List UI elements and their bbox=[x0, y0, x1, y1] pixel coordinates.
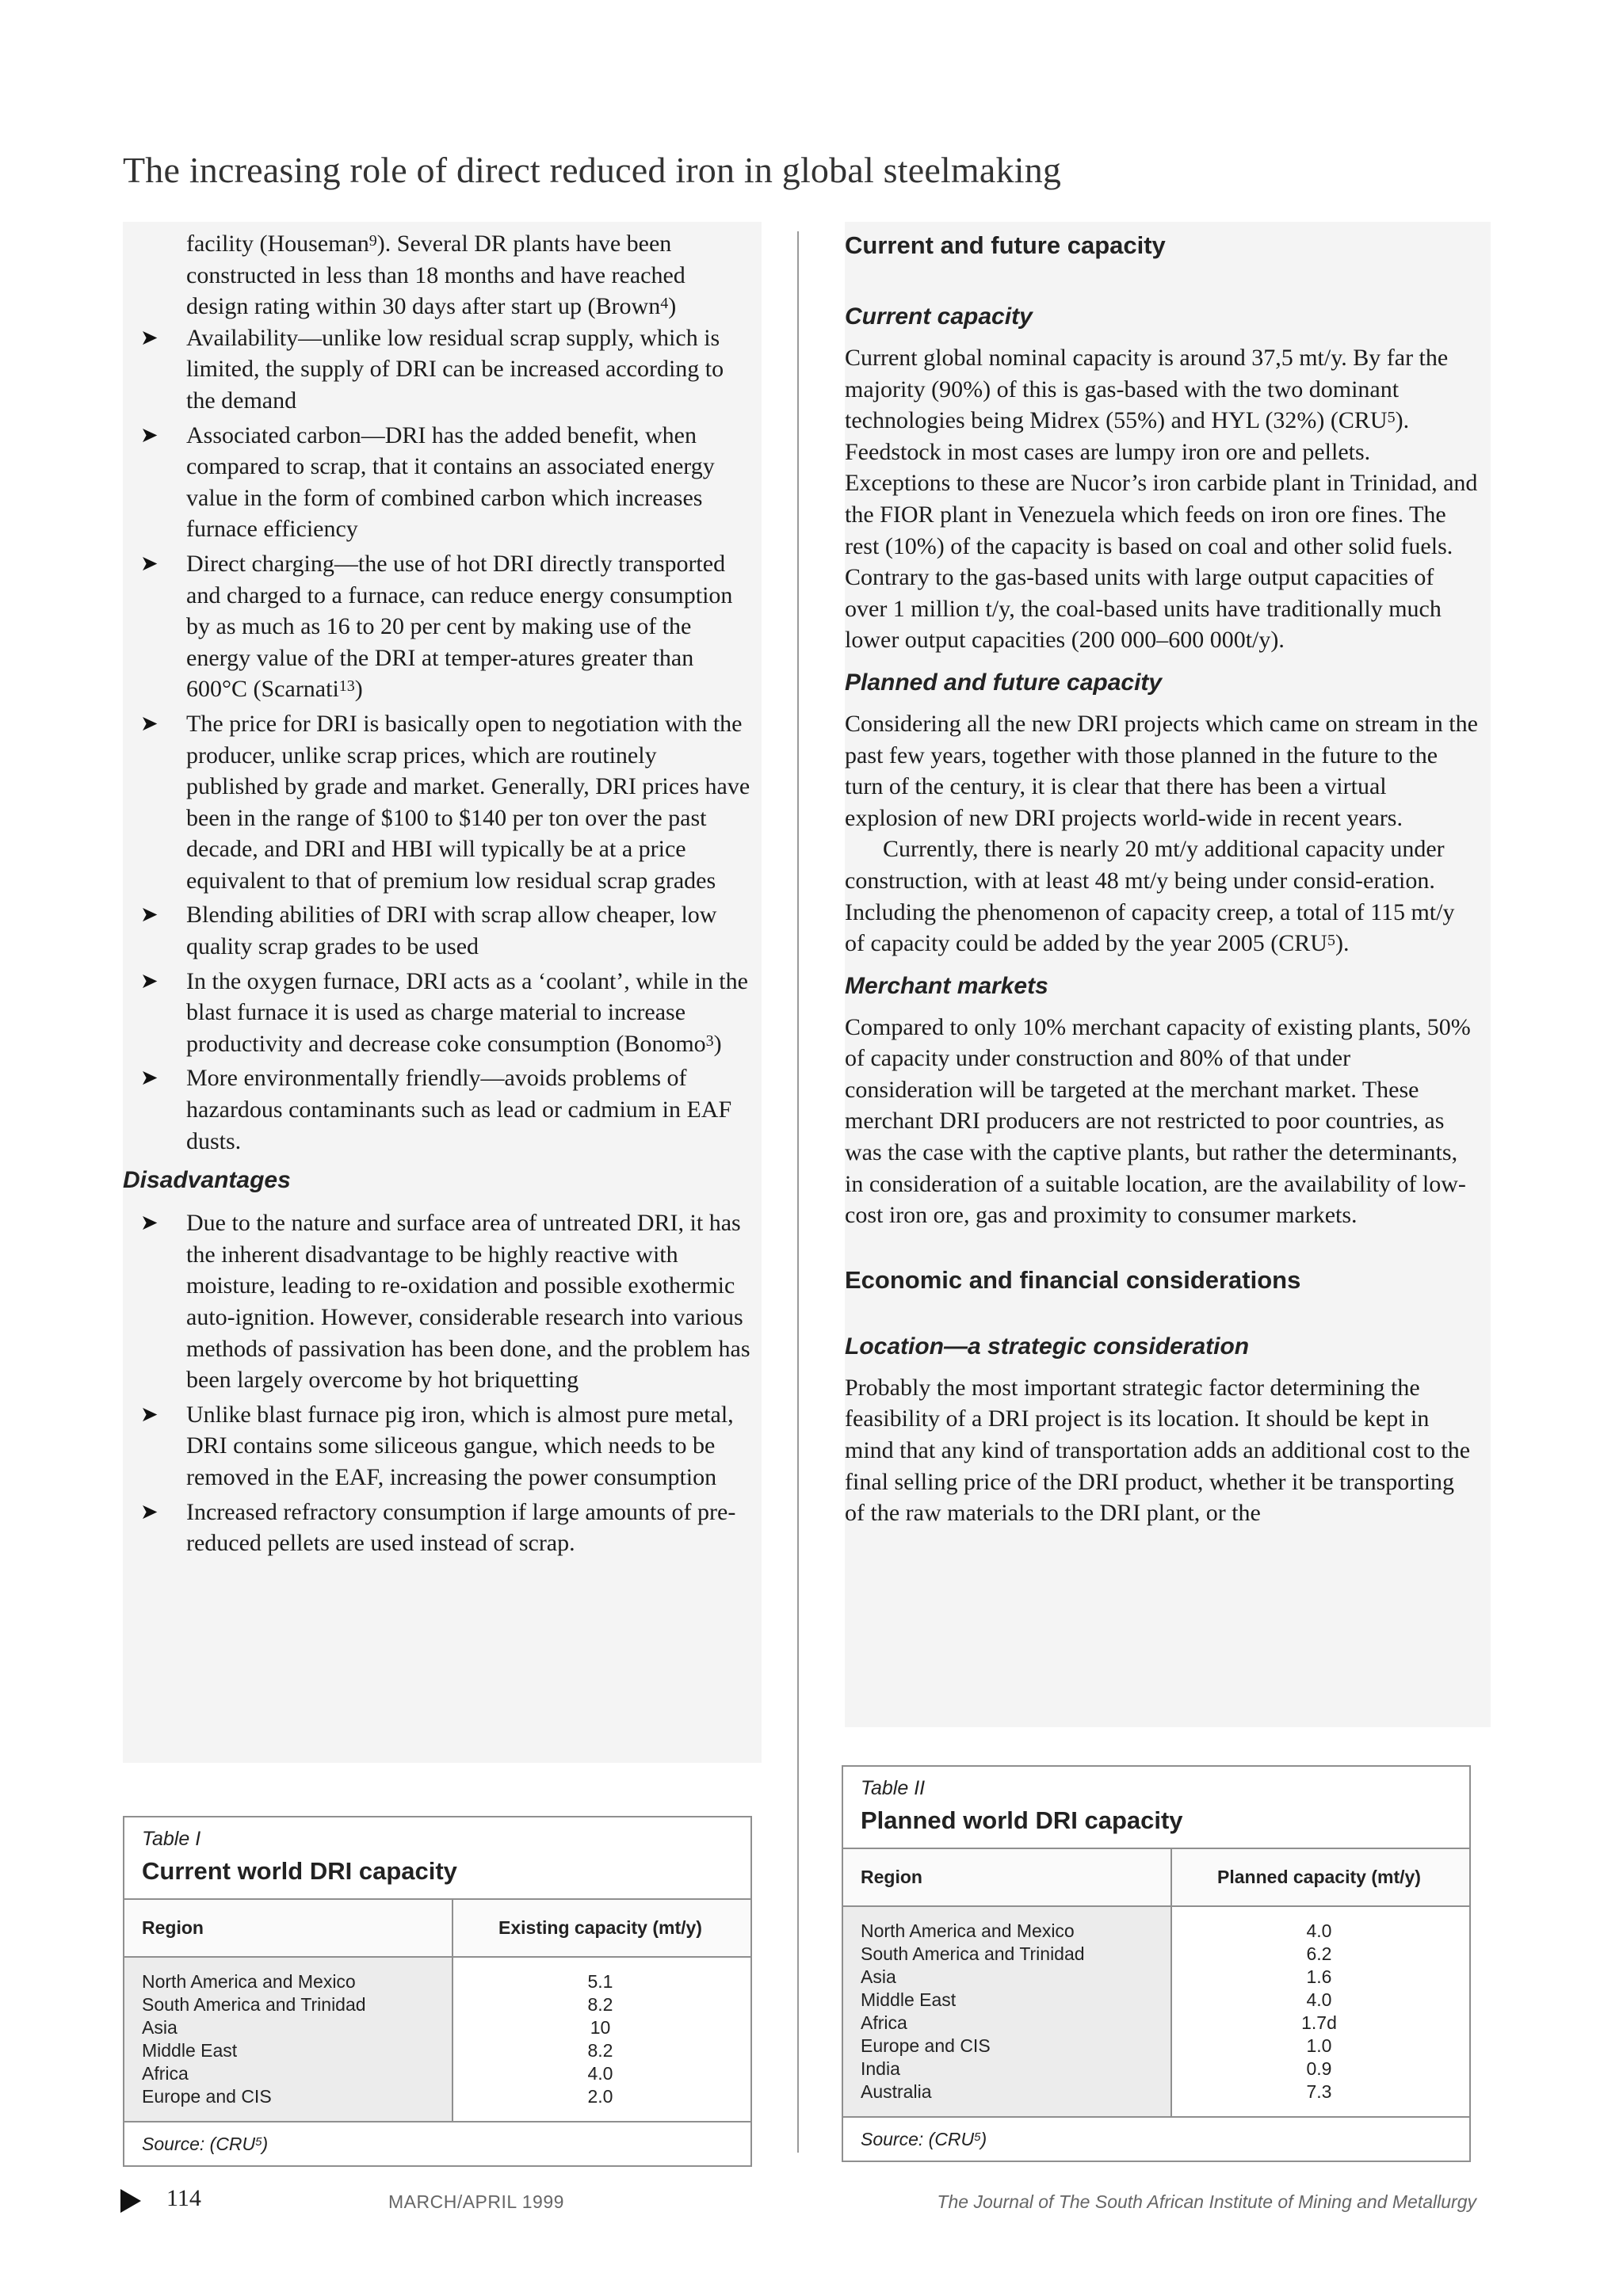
advantage-item bbox=[123, 322, 753, 417]
table-1-label: Table I bbox=[142, 1828, 201, 1850]
table-2-source-text: Source: (CRU bbox=[861, 2129, 975, 2149]
table-1-regions: North America and Mexico South America and Trinidad Asia Middle East Africa Europe and CIS bbox=[124, 1958, 453, 2121]
reference-number: 5 bbox=[1327, 932, 1335, 950]
arrow-bullet-icon: ➤ bbox=[140, 1402, 158, 1427]
disadvantages-list bbox=[123, 1207, 753, 1559]
intro-text bbox=[123, 228, 753, 322]
right-column bbox=[845, 228, 1479, 1529]
table-2 bbox=[842, 1765, 1471, 2162]
advantage-item bbox=[123, 708, 753, 897]
arrow-bullet-icon: ➤ bbox=[140, 551, 158, 576]
advantage-item-text: Availability—unlike low residual scrap supply, which is limited, the supply of DRI can be increased according to the demand bbox=[186, 324, 724, 414]
location-text: Probably the most important strategic factor determining the feasibility of a DRI project is its location. It should be kept in mind that any kind of transportation adds an additional cost to the final selling price of the DRI product, whether it be transporting of the raw materials to the DRI plant, or the bbox=[845, 1374, 1471, 1527]
arrow-bullet-icon: ➤ bbox=[140, 422, 158, 448]
table-1-body bbox=[124, 1958, 750, 2121]
advantage-item bbox=[123, 548, 753, 705]
arrow-bullet-icon: ➤ bbox=[140, 1211, 158, 1236]
reference-number: 9 bbox=[369, 232, 377, 250]
table-2-body bbox=[843, 1907, 1469, 2116]
table-2-regions: North America and Mexico South America and Trinidad Asia Middle East Africa Europe and CIS India Australia bbox=[843, 1907, 1172, 2116]
disadvantage-item-text: Increased refractory consumption if large amounts of pre-reduced pellets are used instead of scrap. bbox=[186, 1498, 736, 1557]
disadvantage-item bbox=[123, 1207, 753, 1396]
advantage-item-text: The price for DRI is basically open to negotiation with the producer, unlike scrap prices, which are routinely published by grade and market. Generally, DRI prices have been in the range of $100 to $140 per ton over the past decade, and DRI and HBI will typically be at a price equivalent to that of premium low residual scrap grades bbox=[186, 710, 750, 894]
arrow-bullet-icon: ➤ bbox=[140, 711, 158, 736]
table-2-label: Table II bbox=[861, 1777, 926, 1799]
arrow-bullet-icon: ➤ bbox=[140, 325, 158, 350]
arrow-bullet-icon: ➤ bbox=[140, 902, 158, 928]
arrow-bullet-icon: ➤ bbox=[140, 1066, 158, 1091]
planned-capacity-text-1: Considering all the new DRI projects which came on stream in the past few years, together with those planned in the future to the turn of the century, it is clear that there has been a virtual explosion of new DRI projects world-wide in recent years. bbox=[845, 710, 1478, 831]
table-1 bbox=[123, 1816, 752, 2167]
subheading-planned-capacity: Planned and future capacity bbox=[845, 669, 1163, 696]
table-1-values: 5.1 8.2 10 8.2 4.0 2.0 bbox=[587, 1971, 613, 2107]
table-2-source-ref: 5 bbox=[974, 2130, 981, 2144]
arrow-bullet-icon: ➤ bbox=[140, 968, 158, 994]
subheading-merchant-markets: Merchant markets bbox=[845, 972, 1048, 999]
subheading-location: Location—a strategic consideration bbox=[845, 1333, 1250, 1360]
disadvantage-item bbox=[123, 1497, 753, 1559]
table-1-header-capacity: Existing capacity (mt/y) bbox=[498, 1917, 702, 1938]
reference-number: 4 bbox=[660, 295, 669, 313]
table-2-source-end: ) bbox=[980, 2129, 987, 2149]
reference-number: 13 bbox=[338, 677, 355, 696]
advantage-item-text: Direct charging—the use of hot DRI directly transported and charged to a furnace, can reduce energy consumption by as much as 16 to 20 per cent by making use of the energy value of the DRI at temper-atures greater than 600°C (Scarnati$^{13}$) bbox=[186, 550, 733, 703]
table-1-source-text: Source: (CRU bbox=[142, 2134, 256, 2154]
merchant-markets-text: Compared to only 10% merchant capacity of existing plants, 50% of capacity under construction and 80% of that under consideration will be targeted at the merchant market. These merchant DRI producers are not restricted to poor countries, as was the case with the captive plants, but rather the determinants, in consideration of a suitable location, are the availability of low-cost iron ore, gas and proximity to consumer markets. bbox=[845, 1013, 1471, 1229]
disadvantage-item-text: Due to the nature and surface area of untreated DRI, it has the inherent disadvantage to be highly reactive with moisture, leading to re-oxidation and possible exothermic auto-ignition. However, considerable research into various methods of passivation has been done, and the problem has been largely overcome by hot briquetting bbox=[186, 1210, 750, 1394]
table-2-source bbox=[843, 2116, 1469, 2161]
table-2-values: 4.0 6.2 1.6 4.0 1.7d 1.0 0.9 7.3 bbox=[1301, 1920, 1337, 2102]
advantage-item-text: In the oxygen furnace, DRI acts as a ‘coolant’, while in the blast furnace it is used as charge material to increase productivity and decrease coke consumption (Bonomo$^3$) bbox=[186, 967, 748, 1057]
column-divider bbox=[797, 231, 799, 2153]
section-heading-capacity: Current and future capacity bbox=[845, 231, 1166, 259]
table-1-header-row bbox=[124, 1898, 750, 1958]
advantage-item bbox=[123, 420, 753, 545]
section-heading-economic: Economic and financial considerations bbox=[845, 1265, 1301, 1294]
table-2-header-capacity: Planned capacity (mt/y) bbox=[1217, 1867, 1421, 1887]
disadvantage-item bbox=[123, 1399, 753, 1493]
running-head: The increasing role of direct reduced iron in global steelmaking bbox=[123, 150, 1062, 190]
subheading-current-capacity: Current capacity bbox=[845, 303, 1033, 330]
current-capacity-text: Current global nominal capacity is around 37,5 mt/y. By far the majority (90%) of this is gas-based with the two dominant technologies being Midrex (55%) and HYL (32%) (CRU$^5$). Feedstock in most cases are lumpy iron ore and pellets. Exceptions to these are Nucor’s iron carbide plant in Trinidad, and the FIOR plant in Venezuela which feeds on iron ore fines. The rest (10%) of the capacity is based on coal and other solid fuels. Contrary to the gas-based units with large output capacities of over 1 million t/y, the coal-based units have traditionally much lower output capacities (200 000–600 000t/y). bbox=[845, 345, 1478, 654]
advantages-list bbox=[123, 322, 753, 1157]
table-1-header-region: Region bbox=[124, 1900, 453, 1956]
advantage-item-text: Blending abilities of DRI with scrap allow cheaper, low quality scrap grades to be used bbox=[186, 902, 717, 960]
table-1-source-ref: 5 bbox=[255, 2135, 262, 2149]
planned-capacity-text-2: Currently, there is nearly 20 mt/y additional capacity under construction, with at least 48 mt/y being under consid-eration. Including the phenomenon of capacity creep, a total of 115 mt/y of capacity could be added by the year 2005 (CRU$^5$). bbox=[845, 836, 1455, 957]
disadvantage-item-text: Unlike blast furnace pig iron, which is almost pure metal, DRI contains some siliceous gangue, which needs to be removed in the EAF, increasing the power consumption bbox=[186, 1401, 734, 1490]
table-2-header-row bbox=[843, 1848, 1469, 1907]
advantage-item-text: More environmentally friendly—avoids problems of hazardous contaminants such as lead or cadmium in EAF dusts. bbox=[186, 1065, 732, 1154]
left-column bbox=[123, 228, 753, 1562]
reference-number: 5 bbox=[1387, 409, 1396, 427]
disadvantages-heading: Disadvantages bbox=[123, 1167, 291, 1194]
advantage-item bbox=[123, 1062, 753, 1157]
table-1-title: Current world DRI capacity bbox=[142, 1857, 457, 1885]
intro-text-content: facility (Houseman$^9$). Several DR plants have been constructed in less than 18 months and have reached design rating within 30 days after start up (Brown$^4$) bbox=[186, 231, 685, 320]
page-number: 114 bbox=[166, 2185, 201, 2211]
issue-date: MARCH/APRIL 1999 bbox=[388, 2191, 564, 2212]
advantage-item bbox=[123, 899, 753, 962]
journal-name: The Journal of The South African Institute of Mining and Metallurgy bbox=[937, 2191, 1476, 2212]
advantage-item-text: Associated carbon—DRI has the added benefit, when compared to scrap, that it contains an associated energy value in the form of combined carbon which increases furnace efficiency bbox=[186, 421, 715, 543]
table-1-source bbox=[124, 2121, 750, 2165]
reference-number: 3 bbox=[705, 1032, 714, 1050]
advantage-item bbox=[123, 966, 753, 1060]
page-arrow-icon bbox=[120, 2189, 141, 2213]
table-2-header-region: Region bbox=[843, 1849, 1172, 1905]
table-1-source-end: ) bbox=[262, 2134, 269, 2154]
table-2-title: Planned world DRI capacity bbox=[861, 1806, 1183, 1834]
arrow-bullet-icon: ➤ bbox=[140, 1499, 158, 1524]
